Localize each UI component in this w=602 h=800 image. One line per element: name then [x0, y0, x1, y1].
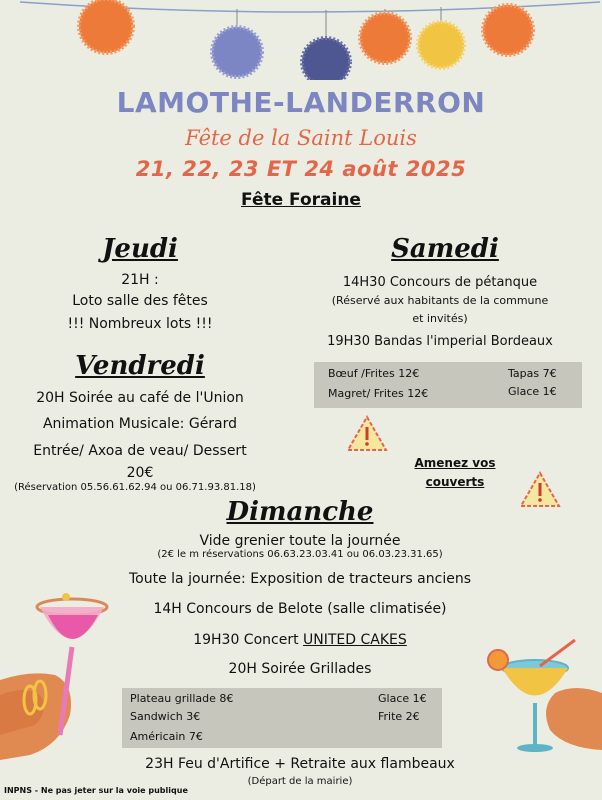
samedi-menu-item3: Tapas 7€ [508, 367, 557, 380]
jeudi-time: 21H : [121, 272, 159, 288]
warning-icon [345, 414, 389, 454]
vendredi-heading: Vendredi [75, 351, 205, 381]
samedi-menu-box [314, 362, 582, 408]
samedi-menu-item4: Glace 1€ [508, 385, 557, 398]
jeudi-event: Loto salle des fêtes [72, 293, 208, 309]
dimanche-menu-item3: Américain 7€ [130, 730, 203, 743]
fair-heading: Fête Foraine [241, 190, 361, 210]
festival-dates: 21, 22, 23 ET 24 août 2025 [135, 157, 467, 181]
samedi-line2: (Réservé aux habitants de la commune [331, 294, 549, 307]
samedi-heading: Samedi [391, 234, 499, 264]
dimanche-menu-item4: Glace 1€ [378, 692, 427, 705]
vendredi-line3: Entrée/ Axoa de veau/ Dessert [33, 443, 247, 459]
dimanche-menu-box [122, 688, 442, 748]
pompom-garland [0, 0, 602, 80]
samedi-menu-item2: Magret/ Frites 12€ [328, 387, 429, 400]
dimanche-menu-item1: Plateau grillade 8€ [130, 692, 234, 705]
dimanche-heading: Dimanche [226, 497, 374, 527]
dimanche-line3: Toute la journée: Exposition de tracteurs anciens [129, 571, 471, 587]
dimanche-line1: Vide grenier toute la journée [199, 533, 401, 549]
dimanche-line2: (2€ le m réservations 06.63.23.03.41 ou 06.03.23.31.65) [157, 549, 443, 560]
jeudi-note: !!! Nombreux lots !!! [67, 316, 213, 332]
pompom-navy [302, 38, 350, 80]
vendredi-line1: 20H Soirée au café de l'Union [36, 390, 244, 406]
samedi-line4: 19H30 Bandas l'imperial Bordeaux [327, 334, 553, 349]
footer-notice: INPNS - Ne pas jeter sur la voie publique [4, 786, 188, 795]
pompom-lilac [212, 27, 262, 77]
vendredi-line2: Animation Musicale: Gérard [42, 416, 238, 432]
dimanche-menu-item2: Sandwich 3€ [130, 710, 201, 723]
vendredi-reservation: (Réservation 05.56.61.62.94 ou 06.71.93.81.18) [14, 482, 256, 493]
dimanche-line5 [100, 632, 500, 648]
cocktail-hand-right-icon [480, 638, 602, 758]
pompom-orange-right [483, 5, 533, 55]
concert-band: UNITED CAKES [303, 632, 407, 648]
dimanche-line4: 14H Concours de Belote (salle climatisée) [153, 601, 447, 617]
bring-cutlery-line1: Amenez vos [414, 456, 496, 470]
dimanche-line8: (Départ de la mairie) [247, 776, 353, 787]
dimanche-menu-item5: Frite 2€ [378, 710, 420, 723]
cocktail-hand-left-icon [0, 585, 120, 785]
dimanche-line6: 20H Soirée Grillades [228, 661, 372, 677]
pompom-orange-left [79, 0, 133, 53]
samedi-line3: et invités) [412, 312, 468, 325]
pompom-orange-mid [360, 13, 410, 63]
jeudi-heading: Jeudi [102, 234, 178, 264]
town-title: LAMOTHE-LANDERRON [116, 86, 486, 119]
vendredi-price: 20€ [126, 465, 154, 481]
bring-cutlery-line2: couverts [425, 475, 485, 489]
dimanche-line7: 23H Feu d'Artifice + Retraite aux flambeaux [145, 756, 455, 772]
pompom-yellow [418, 22, 464, 68]
samedi-line1: 14H30 Concours de pétanque [342, 275, 538, 290]
festival-name: Fête de la Saint Louis [185, 126, 417, 150]
concert-time: 19H30 Concert [193, 632, 304, 648]
warning-icon [518, 470, 562, 510]
samedi-menu-item1: Bœuf /Frites 12€ [328, 367, 420, 380]
